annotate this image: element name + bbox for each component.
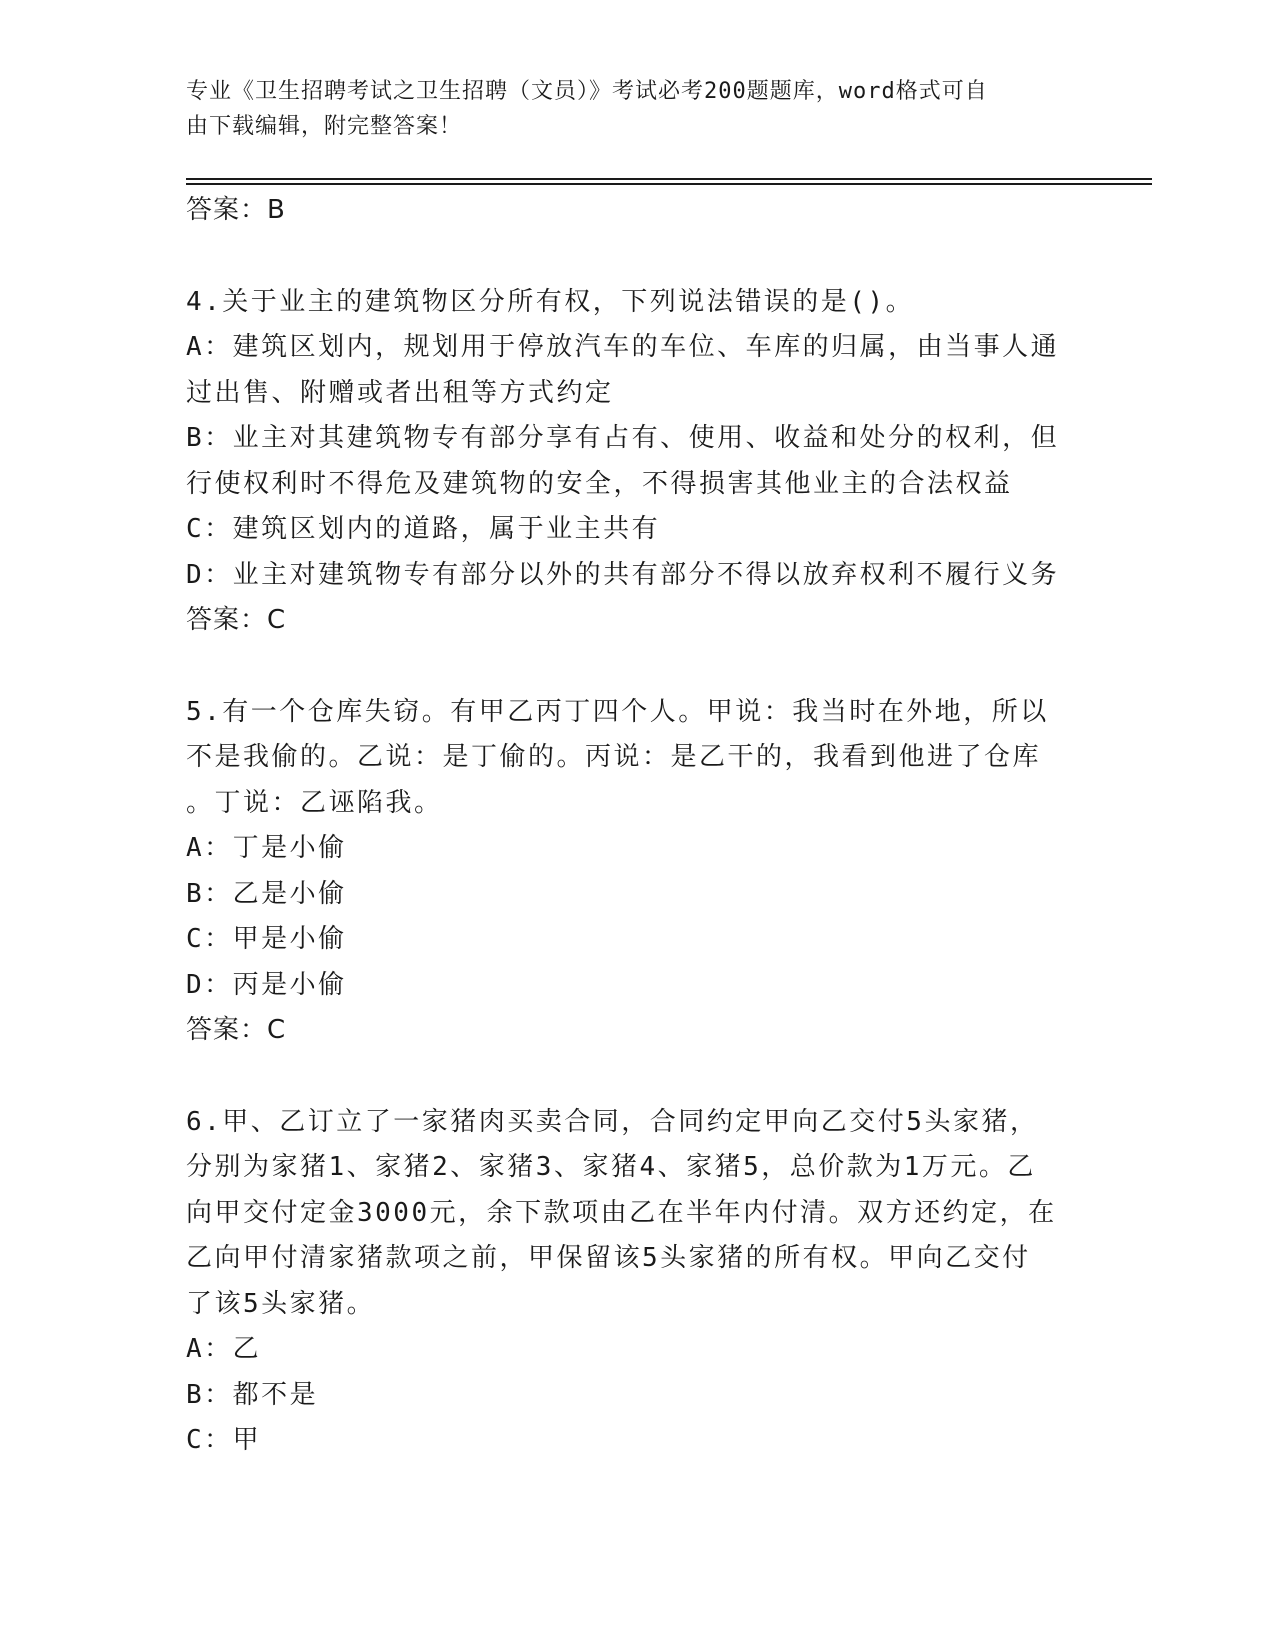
question-6 — [186, 1100, 1086, 1464]
option-c: C：甲 — [186, 1425, 262, 1455]
question-stem: 5.有一个仓库失窃。有甲乙丙丁四个人。甲说：我当时在外地，所以 — [186, 696, 1049, 727]
question-stem: 6.甲、乙订立了一家猪肉买卖合同，合同约定甲向乙交付5头家猪， — [186, 1106, 1039, 1137]
option-b: B：都不是 — [186, 1379, 319, 1410]
spacer — [186, 1054, 1086, 1100]
option-a: A：乙 — [186, 1334, 262, 1364]
header-line-1: 专业《卫生招聘考试之卫生招聘（文员）》考试必考200题题库，word格式可自 — [186, 79, 988, 104]
option-c: C：甲是小偷 — [186, 924, 347, 954]
spacer — [186, 234, 1086, 280]
option-a: A：丁是小偷 — [186, 833, 347, 863]
header-divider-bottom — [186, 183, 1152, 185]
answer-q4: 答案：C — [186, 605, 287, 635]
header-divider-top — [186, 178, 1152, 180]
question-stem-continued: 。丁说：乙诬陷我。 — [186, 787, 443, 818]
header-line-2: 由下载编辑，附完整答案！ — [186, 114, 463, 139]
document-body — [186, 188, 1086, 1464]
option-b: B：业主对其建筑物专有部分享有占有、使用、收益和处分的权利，但 — [186, 423, 1060, 453]
question-stem-continued: 向甲交付定金3000元，余下款项由乙在半年内付清。双方还约定，在 — [186, 1197, 1057, 1228]
option-c: C：建筑区划内的道路，属于业主共有 — [186, 514, 661, 544]
option-b-continued: 行使权利时不得危及建筑物的安全，不得损害其他业主的合法权益 — [186, 468, 1013, 499]
question-4 — [186, 280, 1086, 644]
question-stem-continued: 分别为家猪1、家猪2、家猪3、家猪4、家猪5，总价款为1万元。乙 — [186, 1152, 1036, 1182]
spacer — [186, 644, 1086, 690]
question-stem-continued: 了该5头家猪。 — [186, 1288, 376, 1319]
question-stem: 4.关于业主的建筑物区分所有权，下列说法错误的是()。 — [186, 286, 915, 317]
option-d: D：业主对建筑物专有部分以外的共有部分不得以放弃权利不履行义务 — [186, 559, 1060, 590]
answer-q5: 答案：C — [186, 1015, 287, 1045]
option-d: D：丙是小偷 — [186, 969, 347, 1000]
question-5 — [186, 690, 1086, 1054]
question-stem-continued: 乙向甲付清家猪款项之前，甲保留该5头家猪的所有权。甲向乙交付 — [186, 1243, 1031, 1273]
answer-q3: 答案：B — [186, 195, 286, 225]
option-a-continued: 过出售、附赠或者出租等方式约定 — [186, 377, 614, 408]
option-b: B：乙是小偷 — [186, 878, 347, 909]
option-a: A：建筑区划内，规划用于停放汽车的车位、车库的归属，由当事人通 — [186, 332, 1060, 362]
document-header — [186, 74, 1086, 144]
question-stem-continued: 不是我偷的。乙说：是丁偷的。丙说：是乙干的，我看到他进了仓库 — [186, 742, 1042, 772]
